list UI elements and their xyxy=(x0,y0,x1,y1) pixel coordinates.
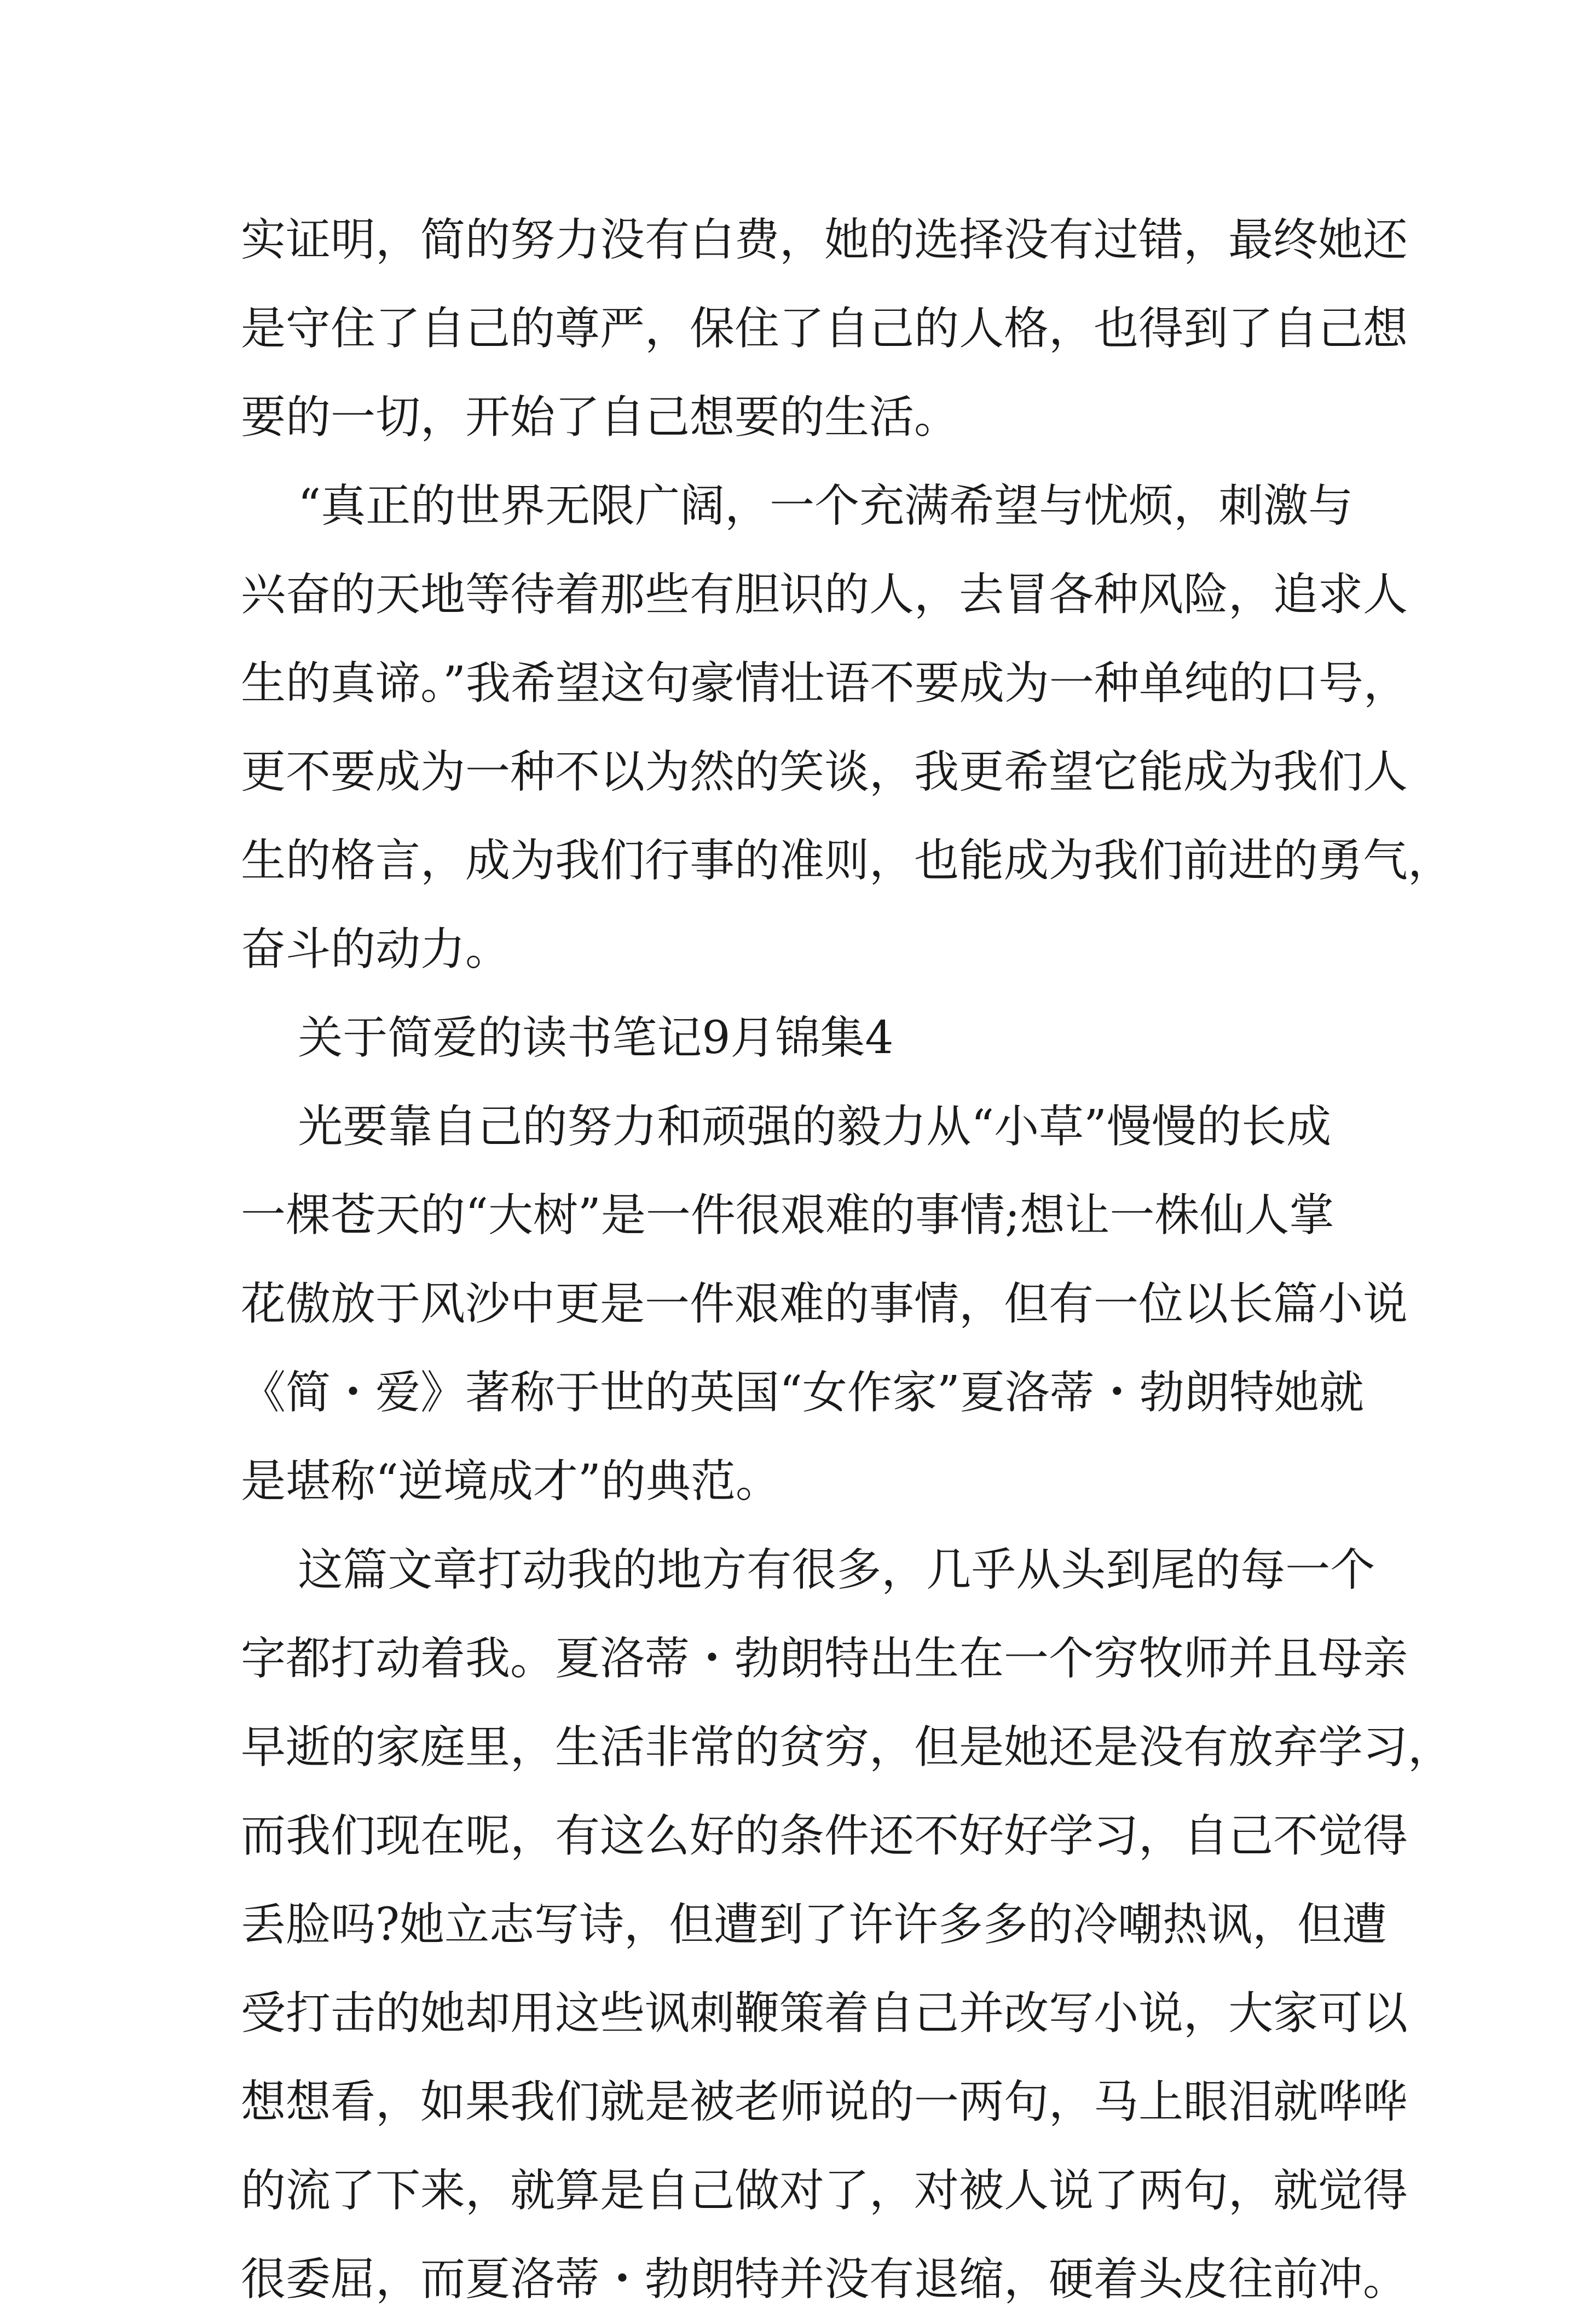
text-line: 光要靠自己的努力和顽强的毅力从“小草”慢慢的长成 xyxy=(241,1101,1332,1153)
text-line: 要的一切，开始了自己想要的生活。 xyxy=(241,391,959,443)
text-line: 奋斗的动力。 xyxy=(241,923,511,975)
text-line: 一棵苍天的“大树”是一件很艰难的事情;想让一株仙人掌 xyxy=(241,1189,1334,1241)
text-line: 是守住了自己的尊严，保住了自己的人格，也得到了自己想 xyxy=(241,303,1408,355)
text-line: 丢脸吗?她立志写诗，但遭到了许许多多的冷嘲热讽，但遭 xyxy=(241,1899,1387,1951)
text-line: 字都打动着我。夏洛蒂・勃朗特出生在一个穷牧师并且母亲 xyxy=(241,1633,1408,1685)
text-line: 是堪称“逆境成才”的典范。 xyxy=(241,1455,781,1507)
text-line: 很委屈，而夏洛蒂・勃朗特并没有退缩，硬着头皮往前冲。 xyxy=(241,2253,1408,2305)
text-line: 想想看，如果我们就是被老师说的一两句，马上眼泪就哗哗 xyxy=(241,2076,1408,2128)
section-heading: 关于简爱的读书笔记9月锦集4 xyxy=(241,1012,894,1064)
body-text xyxy=(241,196,1453,2324)
text-line: 受打击的她却用这些讽刺鞭策着自己并改写小说，大家可以 xyxy=(241,1987,1408,2039)
text-line: 而我们现在呢，有这么好的条件还不好好学习，自己不觉得 xyxy=(241,1810,1408,1862)
text-line: 早逝的家庭里，生活非常的贫穷，但是她还是没有放弃学习， xyxy=(241,1721,1453,1773)
text-line: “真正的世界无限广阔，一个充满希望与忧烦，刺激与 xyxy=(241,480,1354,532)
text-line: 兴奋的天地等待着那些有胆识的人，去冒各种风险，追求人 xyxy=(241,569,1408,621)
text-line: 的流了下来，就算是自己做对了，对被人说了两句，就觉得 xyxy=(241,2165,1408,2217)
text-line: 生的真谛。”我希望这句豪情壮语不要成为一种单纯的口号， xyxy=(241,657,1408,709)
text-line: 《简・爱》著称于世的英国“女作家”夏洛蒂・勃朗特她就 xyxy=(241,1367,1364,1419)
text-line: 更不要成为一种不以为然的笑谈，我更希望它能成为我们人 xyxy=(241,746,1408,798)
text-line: 花傲放于风沙中更是一件艰难的事情，但有一位以长篇小说 xyxy=(241,1278,1408,1330)
text-line: 生的格言，成为我们行事的准则，也能成为我们前进的勇气， xyxy=(241,835,1453,887)
text-line: 这篇文章打动我的地方有很多，几乎从头到尾的每一个 xyxy=(241,1544,1375,1596)
text-line: 实证明，简的努力没有白费，她的选择没有过错，最终她还 xyxy=(241,214,1408,266)
